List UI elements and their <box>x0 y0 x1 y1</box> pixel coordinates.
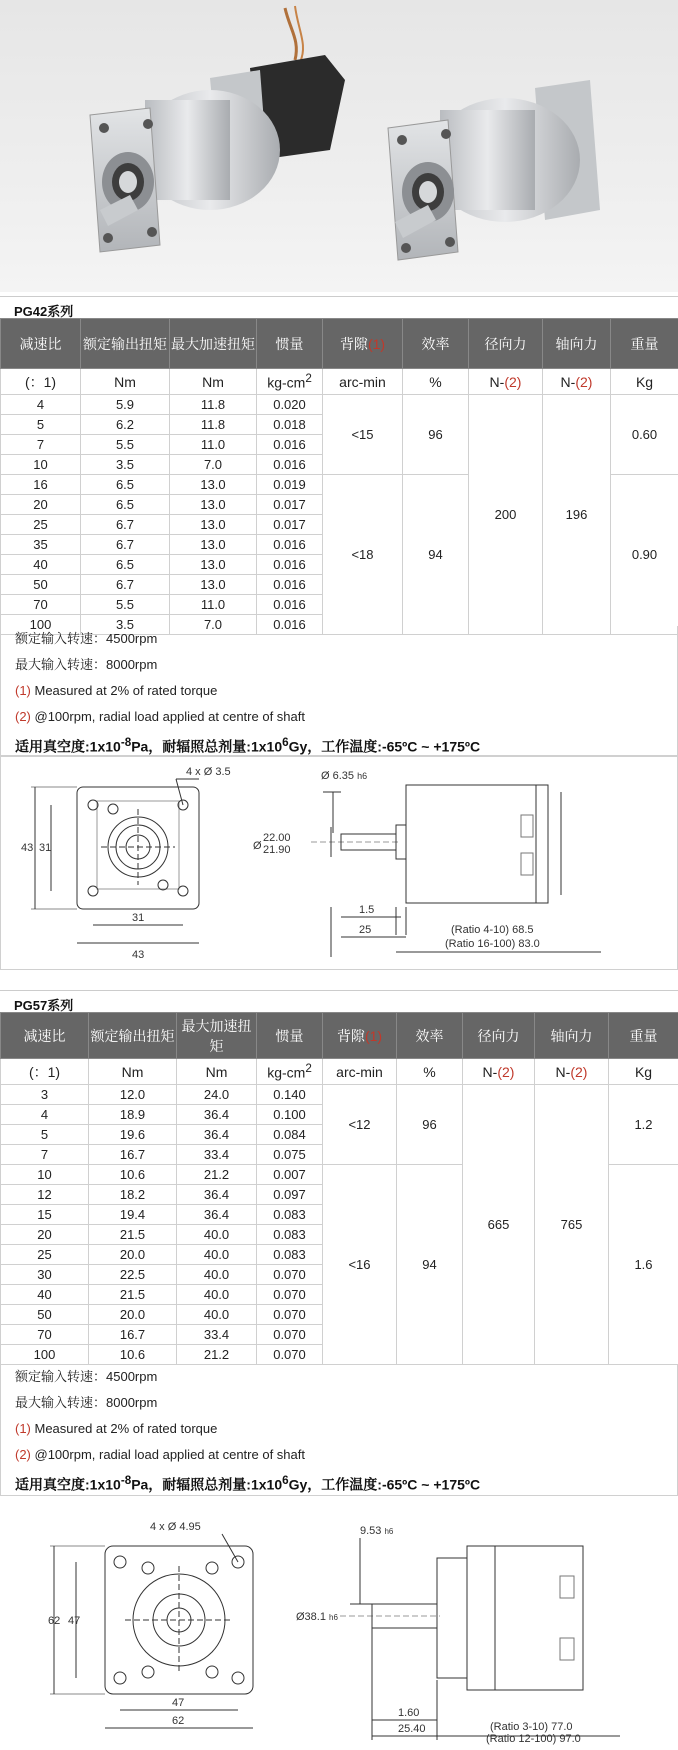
col-rated-torque: 额定输出扭矩 <box>89 1013 177 1059</box>
pg57-spec-table <box>0 1012 678 1365</box>
table-row: 10 3.5 7.0 0.016 <box>1 455 678 475</box>
pg42-dim-31-h: 31 <box>132 912 145 924</box>
pg42-spec-table <box>0 318 678 635</box>
pg42-dia-symbol: Ø <box>253 840 262 852</box>
pg57-side-view <box>340 1538 620 1740</box>
vacuum-spec: 适用真空度$:1x10^{-8}Pa$，耐辐照总剂量$:1x10^6Gy$，工作温度:-65ºC ~ +175ºC <box>15 1474 481 1493</box>
pg57-holes-label: 4 x Ø 4.95 <box>150 1521 201 1533</box>
pg57-dim-62-h: 62 <box>172 1715 185 1727</box>
col-weight: 重量 <box>609 1013 678 1059</box>
table-row: 5 19.6 36.4 0.084 <box>1 1125 678 1145</box>
table-row: 3 12.0 24.0 0.140 <12 96 665 765 1.2 <box>1 1085 678 1105</box>
col-axial: 轴向力 <box>543 319 611 369</box>
pg57-dim-47-h: 47 <box>172 1697 185 1709</box>
table-row: 7 16.7 33.4 0.075 <box>1 1145 678 1165</box>
note-1: (1) Measured at 2% of rated torque <box>15 1421 218 1436</box>
rated-input-speed: 额定输入转速：4500rpm <box>15 1369 158 1384</box>
col-axial: 轴向力 <box>535 1013 609 1059</box>
table-header-row <box>1 1013 678 1059</box>
note-1: (1) Measured at 2% of rated torque <box>15 683 218 698</box>
table-row: 50 6.7 13.0 0.016 <box>1 575 678 595</box>
col-efficiency: 效率 <box>403 319 469 369</box>
pg42-len-short: (Ratio 4-10) 68.5 <box>451 924 534 936</box>
note-2: (2) @100rpm, radial load applied at centre of shaft <box>15 1447 305 1462</box>
pg42-dim-31-v: 31 <box>39 842 52 854</box>
col-radial: 径向力 <box>463 1013 535 1059</box>
pg42-section-title: PG42系列 <box>0 296 678 318</box>
table-row: 5 6.2 11.8 0.018 <box>1 415 678 435</box>
pg42-dim-43-h: 43 <box>132 949 145 961</box>
pg42-dim-25: 25 <box>359 924 372 936</box>
table-row: 50 20.0 40.0 0.070 <box>1 1305 678 1325</box>
table-row: 100 3.5 7.0 0.016 <box>1 615 678 635</box>
table-row: 20 6.5 13.0 0.017 <box>1 495 678 515</box>
table-row: 30 22.5 40.0 0.070 <box>1 1265 678 1285</box>
pg42-shaft-dia: Ø 6.35 h6 <box>321 770 368 782</box>
note-2: (2) @100rpm, radial load applied at centre of shaft <box>15 709 305 724</box>
pg57-dim-25-40: 25.40 <box>398 1723 426 1735</box>
col-backlash: 背隙(1) <box>323 1013 397 1059</box>
table-row: 40 6.5 13.0 0.016 <box>1 555 678 575</box>
units-row: (：1) Nm Nm $kg-cm^2$ arc-min % N-(2) N-(2) Kg <box>1 1059 678 1085</box>
table-row: 20 21.5 40.0 0.083 <box>1 1225 678 1245</box>
col-efficiency: 效率 <box>397 1013 463 1059</box>
table-row: 70 5.5 11.0 0.016 <box>1 595 678 615</box>
table-row: 7 5.5 11.0 0.016 <box>1 435 678 455</box>
pg42-dim-1-5: 1.5 <box>359 904 375 916</box>
pg57-drawing <box>0 1510 678 1746</box>
table-header-row <box>1 319 678 369</box>
pg57-len-short: (Ratio 3-10) 77.0 <box>490 1721 573 1733</box>
pg57-body-dia: Ø38.1 h6 <box>296 1611 338 1623</box>
table-row: 70 16.7 33.4 0.070 <box>1 1325 678 1345</box>
pg42-len-long: (Ratio 16-100) 83.0 <box>445 938 540 950</box>
col-backlash: 背隙(1) <box>323 319 403 369</box>
pg42-drawing <box>0 756 678 970</box>
max-input-speed: 最大输入转速：8000rpm <box>15 1395 158 1410</box>
pg57-len-long: (Ratio 12-100) 97.0 <box>486 1733 581 1745</box>
gearbox-right <box>388 80 600 260</box>
table-row: 12 18.2 36.4 0.097 <box>1 1185 678 1205</box>
units-row: (：1) Nm Nm $kg-cm^2$ arc-min % N-(2) N-(2) Kg <box>1 369 678 395</box>
table-row: 25 6.7 13.0 0.017 <box>1 515 678 535</box>
col-ratio: 减速比 <box>1 1013 89 1059</box>
gearbox-motor-left <box>90 6 345 252</box>
col-max-torque: 最大加速扭矩 <box>177 1013 257 1059</box>
col-inertia: 惯量 <box>257 319 323 369</box>
pg57-dim-1-60: 1.60 <box>398 1707 420 1719</box>
table-row: 4 18.9 36.4 0.100 <box>1 1105 678 1125</box>
col-inertia: 惯量 <box>257 1013 323 1059</box>
pg57-dim-47-v: 47 <box>68 1615 81 1627</box>
table-row: 25 20.0 40.0 0.083 <box>1 1245 678 1265</box>
pg57-shaft-dia: 9.53 h6 <box>360 1525 394 1537</box>
pg57-front-view <box>50 1534 253 1728</box>
pg57-section-title: PG57系列 <box>0 990 678 1012</box>
col-max-torque: 最大加速扭矩 <box>170 319 257 369</box>
pg42-notes <box>0 626 678 756</box>
table-row: 35 6.7 13.0 0.016 <box>1 535 678 555</box>
pg57-dim-62-v: 62 <box>48 1615 61 1627</box>
pg42-dia-max: 22.00 <box>263 832 291 844</box>
col-radial: 径向力 <box>469 319 543 369</box>
col-ratio: 减速比 <box>1 319 81 369</box>
max-input-speed: 最大输入转速：8000rpm <box>15 657 158 672</box>
table-row: 4 5.9 11.8 0.020 <15 96 200 196 0.60 <box>1 395 678 415</box>
table-row: 40 21.5 40.0 0.070 <box>1 1285 678 1305</box>
col-weight: 重量 <box>611 319 678 369</box>
col-rated-torque: 额定输出扭矩 <box>81 319 170 369</box>
vacuum-spec: 适用真空度$:1x10^{-8}Pa$，耐辐照总剂量$:1x10^6Gy$，工作温度:-65ºC ~ +175ºC <box>15 736 481 755</box>
pg42-dia-min: 21.90 <box>263 844 291 856</box>
pg42-front-view <box>31 779 199 943</box>
rated-input-speed: 额定输入转速：4500rpm <box>15 631 158 646</box>
pg42-dim-43-v: 43 <box>21 842 34 854</box>
table-row: 100 10.6 21.2 0.070 <box>1 1345 678 1365</box>
table-row: 10 10.6 21.2 0.007 <16 94 1.6 <box>1 1165 678 1185</box>
product-photo <box>0 0 678 292</box>
table-row: 15 19.4 36.4 0.083 <box>1 1205 678 1225</box>
pg57-notes <box>0 1364 678 1496</box>
table-row: 16 6.5 13.0 0.019 <18 94 0.90 <box>1 475 678 495</box>
pg42-holes-label: 4 x Ø 3.5 <box>186 766 231 778</box>
